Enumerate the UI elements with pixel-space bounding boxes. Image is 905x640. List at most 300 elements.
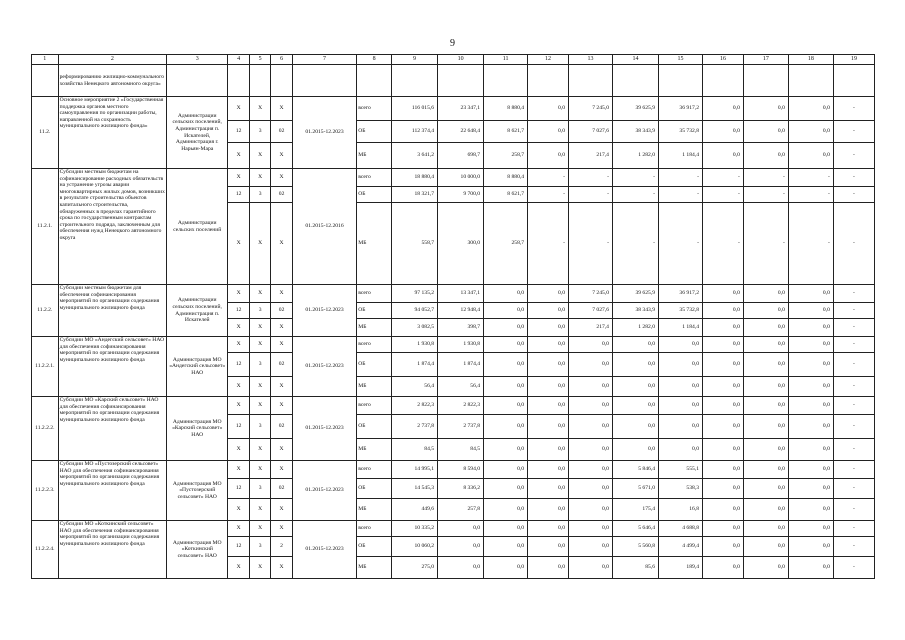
amount-cell: 1 930,8 (392, 337, 438, 353)
amount-cell: 8 880,4 (484, 97, 528, 121)
amount-cell: 0,0 (569, 537, 613, 557)
amount-cell: 0,0 (703, 521, 744, 537)
code-cell: X (271, 285, 292, 303)
amount-cell: 2 822,3 (392, 397, 438, 415)
column-number-19: 19 (833, 55, 874, 65)
amount-cell: 38 343,9 (612, 121, 658, 143)
amount-cell: 18 321,7 (392, 187, 438, 203)
column-number-row (32, 55, 875, 65)
amount-cell: 0,0 (484, 439, 528, 461)
amount-cell: 538,3 (659, 479, 703, 499)
amount-cell: 7 245,0 (569, 97, 613, 121)
amount-cell: 0,0 (743, 337, 788, 353)
amount-cell: 0,0 (659, 337, 703, 353)
amount-cell: 38 343,9 (612, 303, 658, 319)
column-number-15: 15 (659, 55, 703, 65)
amount-cell: 7 245,0 (569, 285, 613, 303)
amount-cell: - (833, 285, 874, 303)
amount-cell: 36 917,2 (659, 285, 703, 303)
amount-cell: 0,0 (743, 377, 788, 397)
amount-cell: 175,4 (612, 499, 658, 521)
amount-cell: 0,0 (484, 557, 528, 579)
amount-cell: 0,0 (612, 353, 658, 377)
amount-cell: 0,0 (743, 353, 788, 377)
amount-cell: 16,8 (659, 499, 703, 521)
amount-cell: 0,0 (743, 521, 788, 537)
funding-source: всего (357, 461, 392, 479)
amount-cell: 0,0 (703, 439, 744, 461)
code-cell: X (271, 143, 292, 169)
amount-cell: 97 135,2 (392, 285, 438, 303)
amount-cell: - (569, 187, 613, 203)
amount-cell: 258,7 (484, 143, 528, 169)
amount-cell: 0,0 (703, 377, 744, 397)
amount-cell: 7 027,6 (569, 303, 613, 319)
period: 01.2015-12.2016 (292, 169, 356, 285)
code-cell: X (228, 285, 249, 303)
item-number: 11.2.2. (32, 285, 59, 337)
amount-cell: 0,0 (569, 439, 613, 461)
amount-cell: 0,0 (788, 285, 833, 303)
amount-cell: 22 648,4 (438, 121, 484, 143)
code-cell: X (271, 169, 292, 187)
amount-cell: 0,0 (569, 397, 613, 415)
executor: Администрации сельских поселений (167, 169, 228, 285)
amount-cell: 0,0 (788, 97, 833, 121)
column-number-9: 9 (392, 55, 438, 65)
amount-cell: 0,0 (703, 461, 744, 479)
code-cell: X (249, 337, 270, 353)
amount-cell: 698,7 (438, 143, 484, 169)
code-cell: 3 (249, 303, 270, 319)
amount-cell: 0,0 (743, 397, 788, 415)
amount-cell: 0,0 (438, 557, 484, 579)
amount-cell: 0,0 (788, 303, 833, 319)
column-number-12: 12 (528, 55, 569, 65)
period: 01.2015-12.2023 (292, 461, 356, 521)
amount-cell: - (833, 97, 874, 121)
amount-cell: 8 621,7 (484, 187, 528, 203)
amount-cell: 0,0 (528, 415, 569, 439)
amount-cell: 0,0 (612, 377, 658, 397)
amount-cell: 12 948,4 (438, 303, 484, 319)
period: 01.2015-12.2023 (292, 521, 356, 579)
funding-source: МБ (357, 143, 392, 169)
code-cell: X (249, 143, 270, 169)
period: 01.2015-12.2023 (292, 337, 356, 397)
amount-cell: - (833, 303, 874, 319)
amount-cell: 0,0 (743, 143, 788, 169)
column-number-5: 5 (249, 55, 270, 65)
amount-cell: 0,0 (743, 415, 788, 439)
amount-cell: 0,0 (703, 97, 744, 121)
amount-cell: 0,0 (484, 537, 528, 557)
amount-cell: - (743, 169, 788, 187)
amount-cell: 0,0 (703, 337, 744, 353)
amount-cell: 0,0 (788, 461, 833, 479)
code-cell: X (228, 203, 249, 285)
code-cell: 02 (271, 121, 292, 143)
amount-cell: 0,0 (703, 479, 744, 499)
amount-cell: 1 184,4 (659, 143, 703, 169)
code-cell: X (228, 143, 249, 169)
amount-cell: 0,0 (788, 439, 833, 461)
amount-cell: 0,0 (703, 319, 744, 337)
amount-cell: 0,0 (788, 397, 833, 415)
table-row (32, 97, 875, 121)
amount-cell: 35 732,8 (659, 303, 703, 319)
amount-cell: 1 184,4 (659, 319, 703, 337)
amount-cell: 0,0 (788, 415, 833, 439)
item-name: Основное мероприятие 2 «Государственная поддержка органов местного самоуправления по организации работы, направленной на сохранность муниципального жилищного фонда» (58, 97, 166, 169)
amount-cell: - (659, 203, 703, 285)
amount-cell: 0,0 (438, 537, 484, 557)
amount-cell: - (528, 203, 569, 285)
amount-cell: - (833, 121, 874, 143)
code-cell: X (249, 319, 270, 337)
amount-cell: 0,0 (703, 303, 744, 319)
amount-cell: 1 282,0 (612, 319, 658, 337)
amount-cell: 0,0 (528, 537, 569, 557)
amount-cell: 0,0 (569, 353, 613, 377)
amount-cell: 8 880,4 (484, 169, 528, 187)
code-cell: X (249, 203, 270, 285)
funding-source: ОБ (357, 415, 392, 439)
amount-cell: 0,0 (659, 439, 703, 461)
amount-cell: 0,0 (528, 337, 569, 353)
code-cell: 12 (228, 479, 249, 499)
amount-cell: 0,0 (743, 285, 788, 303)
amount-cell: 0,0 (659, 377, 703, 397)
amount-cell: - (788, 169, 833, 187)
amount-cell: 8 336,2 (438, 479, 484, 499)
amount-cell: 3 641,2 (392, 143, 438, 169)
amount-cell: 0,0 (528, 303, 569, 319)
table-row (32, 169, 875, 187)
amount-cell: - (833, 337, 874, 353)
continuation-text: реформированию жилищно-коммунального хозяйства Ненецкого автономного округа» (58, 65, 166, 97)
amount-cell: 0,0 (484, 499, 528, 521)
code-cell: X (271, 337, 292, 353)
amount-cell: - (569, 169, 613, 187)
column-number-16: 16 (703, 55, 744, 65)
code-cell: X (271, 397, 292, 415)
amount-cell: 0,0 (612, 397, 658, 415)
amount-cell: 112 374,4 (392, 121, 438, 143)
funding-source: всего (357, 397, 392, 415)
amount-cell: 84,5 (392, 439, 438, 461)
amount-cell: 0,0 (788, 337, 833, 353)
executor: Администрация МО «Андегский сельсовет» НАО (167, 337, 228, 397)
amount-cell: 14 545,3 (392, 479, 438, 499)
table-row (32, 521, 875, 537)
funding-source: МБ (357, 377, 392, 397)
amount-cell: 0,0 (528, 397, 569, 415)
column-number-3: 3 (167, 55, 228, 65)
amount-cell: 0,0 (612, 415, 658, 439)
amount-cell: 0,0 (743, 499, 788, 521)
table-row (32, 397, 875, 415)
code-cell: X (249, 169, 270, 187)
code-cell: 2 (271, 537, 292, 557)
amount-cell: 449,6 (392, 499, 438, 521)
amount-cell: 0,0 (484, 285, 528, 303)
funding-source: МБ (357, 439, 392, 461)
executor: Администрация МО «Карский сельсовет» НАО (167, 397, 228, 461)
code-cell: 12 (228, 303, 249, 319)
funding-source: всего (357, 169, 392, 187)
code-cell: X (228, 319, 249, 337)
amount-cell: 0,0 (788, 319, 833, 337)
funding-source: всего (357, 337, 392, 353)
column-number-4: 4 (228, 55, 249, 65)
amount-cell: 0,0 (788, 537, 833, 557)
column-number-13: 13 (569, 55, 613, 65)
code-cell: 02 (271, 303, 292, 319)
code-cell: 02 (271, 415, 292, 439)
amount-cell: 0,0 (703, 537, 744, 557)
amount-cell: - (833, 557, 874, 579)
code-cell: 02 (271, 353, 292, 377)
amount-cell: 0,0 (528, 499, 569, 521)
amount-cell: 0,0 (703, 415, 744, 439)
amount-cell: 5 560,8 (612, 537, 658, 557)
code-cell: X (249, 521, 270, 537)
code-cell: 3 (249, 121, 270, 143)
amount-cell: - (833, 353, 874, 377)
amount-cell: 0,0 (659, 397, 703, 415)
item-name: Субсидии МО «Пустозерский сельсовет» НАО для обеспечения софинансирования мероприятий по организации содержания муниципального жилищного фонда (58, 461, 166, 521)
amount-cell: - (833, 521, 874, 537)
amount-cell: 0,0 (788, 557, 833, 579)
amount-cell: 0,0 (569, 377, 613, 397)
code-cell: X (228, 521, 249, 537)
amount-cell: 1 874,4 (438, 353, 484, 377)
amount-cell: 0,0 (484, 377, 528, 397)
code-cell: X (249, 97, 270, 121)
amount-cell: 258,7 (484, 203, 528, 285)
code-cell: X (228, 337, 249, 353)
code-cell: 12 (228, 353, 249, 377)
column-number-7: 7 (292, 55, 356, 65)
code-cell: X (249, 377, 270, 397)
code-cell: 3 (249, 353, 270, 377)
amount-cell: - (833, 377, 874, 397)
amount-cell: 10 060,2 (392, 537, 438, 557)
amount-cell: - (528, 169, 569, 187)
code-cell: X (271, 319, 292, 337)
funding-source: МБ (357, 319, 392, 337)
amount-cell: 39 625,9 (612, 285, 658, 303)
amount-cell: - (833, 439, 874, 461)
amount-cell: - (833, 169, 874, 187)
amount-cell: 14 995,1 (392, 461, 438, 479)
amount-cell: 0,0 (528, 121, 569, 143)
code-cell: X (228, 461, 249, 479)
funding-source: всего (357, 521, 392, 537)
amount-cell: 35 732,8 (659, 121, 703, 143)
amount-cell: 0,0 (569, 461, 613, 479)
code-cell: X (249, 285, 270, 303)
code-cell: X (271, 461, 292, 479)
column-number-11: 11 (484, 55, 528, 65)
item-name: Субсидии МО «Карский сельсовет» НАО для обеспечения софинансирования мероприятий по организации содержания муниципального жилищного фонда (58, 397, 166, 461)
amount-cell: 0,0 (788, 143, 833, 169)
code-cell: X (271, 439, 292, 461)
funding-source: всего (357, 97, 392, 121)
amount-cell: 0,0 (528, 461, 569, 479)
amount-cell: 36 917,2 (659, 97, 703, 121)
amount-cell: 116 015,6 (392, 97, 438, 121)
executor: Администрация МО «Пустозерский сельсовет» НАО (167, 461, 228, 521)
amount-cell: 0,0 (569, 415, 613, 439)
amount-cell: - (833, 415, 874, 439)
amount-cell: 1 282,0 (612, 143, 658, 169)
amount-cell: 189,4 (659, 557, 703, 579)
amount-cell: 0,0 (659, 353, 703, 377)
amount-cell: 18 880,4 (392, 169, 438, 187)
amount-cell: 7 027,6 (569, 121, 613, 143)
amount-cell: 56,4 (438, 377, 484, 397)
amount-cell: 0,0 (659, 415, 703, 439)
code-cell: X (228, 397, 249, 415)
funding-source: МБ (357, 557, 392, 579)
amount-cell: 0,0 (569, 479, 613, 499)
amount-cell: - (703, 187, 744, 203)
amount-cell: - (659, 187, 703, 203)
column-number-17: 17 (743, 55, 788, 65)
amount-cell: 0,0 (743, 479, 788, 499)
funding-source: МБ (357, 499, 392, 521)
amount-cell: 56,4 (392, 377, 438, 397)
code-cell: X (249, 557, 270, 579)
item-number: 11.2.2.3. (32, 461, 59, 521)
code-cell: 3 (249, 537, 270, 557)
amount-cell: 0,0 (484, 521, 528, 537)
code-cell: 12 (228, 415, 249, 439)
amount-cell: 23 347,1 (438, 97, 484, 121)
amount-cell: 0,0 (788, 353, 833, 377)
page-number: 9 (450, 38, 455, 49)
amount-cell: 0,0 (528, 319, 569, 337)
amount-cell: - (833, 143, 874, 169)
amount-cell: 0,0 (484, 397, 528, 415)
amount-cell: 0,0 (569, 521, 613, 537)
budget-table (31, 54, 875, 579)
amount-cell: 5 671,0 (612, 479, 658, 499)
amount-cell: 0,0 (569, 337, 613, 353)
amount-cell: 0,0 (743, 439, 788, 461)
code-cell: X (249, 461, 270, 479)
item-name: Субсидии местным бюджетам для обеспечения софинансирования мероприятий по организации содержания муниципального жилищного фонда (58, 285, 166, 337)
amount-cell: - (833, 499, 874, 521)
amount-cell: 0,0 (569, 499, 613, 521)
code-cell: 3 (249, 479, 270, 499)
amount-cell: 2 737,8 (392, 415, 438, 439)
amount-cell: - (833, 537, 874, 557)
amount-cell: 2 822,3 (438, 397, 484, 415)
code-cell: X (249, 397, 270, 415)
item-number: 11.2.1. (32, 169, 59, 285)
amount-cell: 0,0 (788, 499, 833, 521)
amount-cell: - (833, 397, 874, 415)
code-cell: 02 (271, 479, 292, 499)
amount-cell: 0,0 (528, 353, 569, 377)
amount-cell: 5 646,4 (612, 521, 658, 537)
column-number-10: 10 (438, 55, 484, 65)
code-cell: X (228, 557, 249, 579)
amount-cell: 2 737,8 (438, 415, 484, 439)
amount-cell: 13 347,1 (438, 285, 484, 303)
column-number-1: 1 (32, 55, 59, 65)
code-cell: 12 (228, 187, 249, 203)
funding-source: ОБ (357, 537, 392, 557)
code-cell: X (228, 377, 249, 397)
amount-cell: 0,0 (703, 499, 744, 521)
amount-cell: 0,0 (743, 121, 788, 143)
amount-cell: - (833, 187, 874, 203)
amount-cell: - (743, 187, 788, 203)
amount-cell: 0,0 (484, 319, 528, 337)
amount-cell: - (612, 169, 658, 187)
code-cell: 3 (249, 187, 270, 203)
code-cell: X (228, 439, 249, 461)
amount-cell: 0,0 (743, 557, 788, 579)
amount-cell: 0,0 (788, 377, 833, 397)
amount-cell: 0,0 (528, 143, 569, 169)
code-cell: X (249, 439, 270, 461)
amount-cell: - (703, 203, 744, 285)
item-name: Субсидии МО «Коткинский сельсовет» НАО для обеспечения софинансирования мероприятий по организации содержания муниципального жилищного фонда (58, 521, 166, 579)
amount-cell: 3 082,5 (392, 319, 438, 337)
code-cell: X (249, 499, 270, 521)
amount-cell: 0,0 (788, 479, 833, 499)
amount-cell: 257,8 (438, 499, 484, 521)
item-number: 11.2.2.2. (32, 397, 59, 461)
code-cell: X (271, 499, 292, 521)
amount-cell: 0,0 (484, 415, 528, 439)
amount-cell: 4 499,4 (659, 537, 703, 557)
code-cell: X (271, 521, 292, 537)
executor: Администрация МО «Коткинский сельсовет» НАО (167, 521, 228, 579)
table-row (32, 285, 875, 303)
funding-source: ОБ (357, 303, 392, 319)
amount-cell: - (833, 479, 874, 499)
amount-cell: 9 700,0 (438, 187, 484, 203)
amount-cell: 1 930,8 (438, 337, 484, 353)
amount-cell: - (569, 203, 613, 285)
table-row (32, 337, 875, 353)
amount-cell: 0,0 (484, 337, 528, 353)
amount-cell: 0,0 (743, 303, 788, 319)
amount-cell: 0,0 (703, 285, 744, 303)
code-cell: 12 (228, 537, 249, 557)
funding-source: ОБ (357, 353, 392, 377)
amount-cell: 275,0 (392, 557, 438, 579)
code-cell: X (271, 97, 292, 121)
amount-cell: 398,7 (438, 319, 484, 337)
amount-cell: 4 688,8 (659, 521, 703, 537)
amount-cell: 217,4 (569, 143, 613, 169)
amount-cell: 0,0 (612, 337, 658, 353)
column-number-8: 8 (357, 55, 392, 65)
funding-source: всего (357, 285, 392, 303)
funding-source: МБ (357, 203, 392, 285)
amount-cell: 0,0 (703, 353, 744, 377)
item-number: 11.2.2.1. (32, 337, 59, 397)
amount-cell: 0,0 (703, 557, 744, 579)
amount-cell: 0,0 (569, 557, 613, 579)
